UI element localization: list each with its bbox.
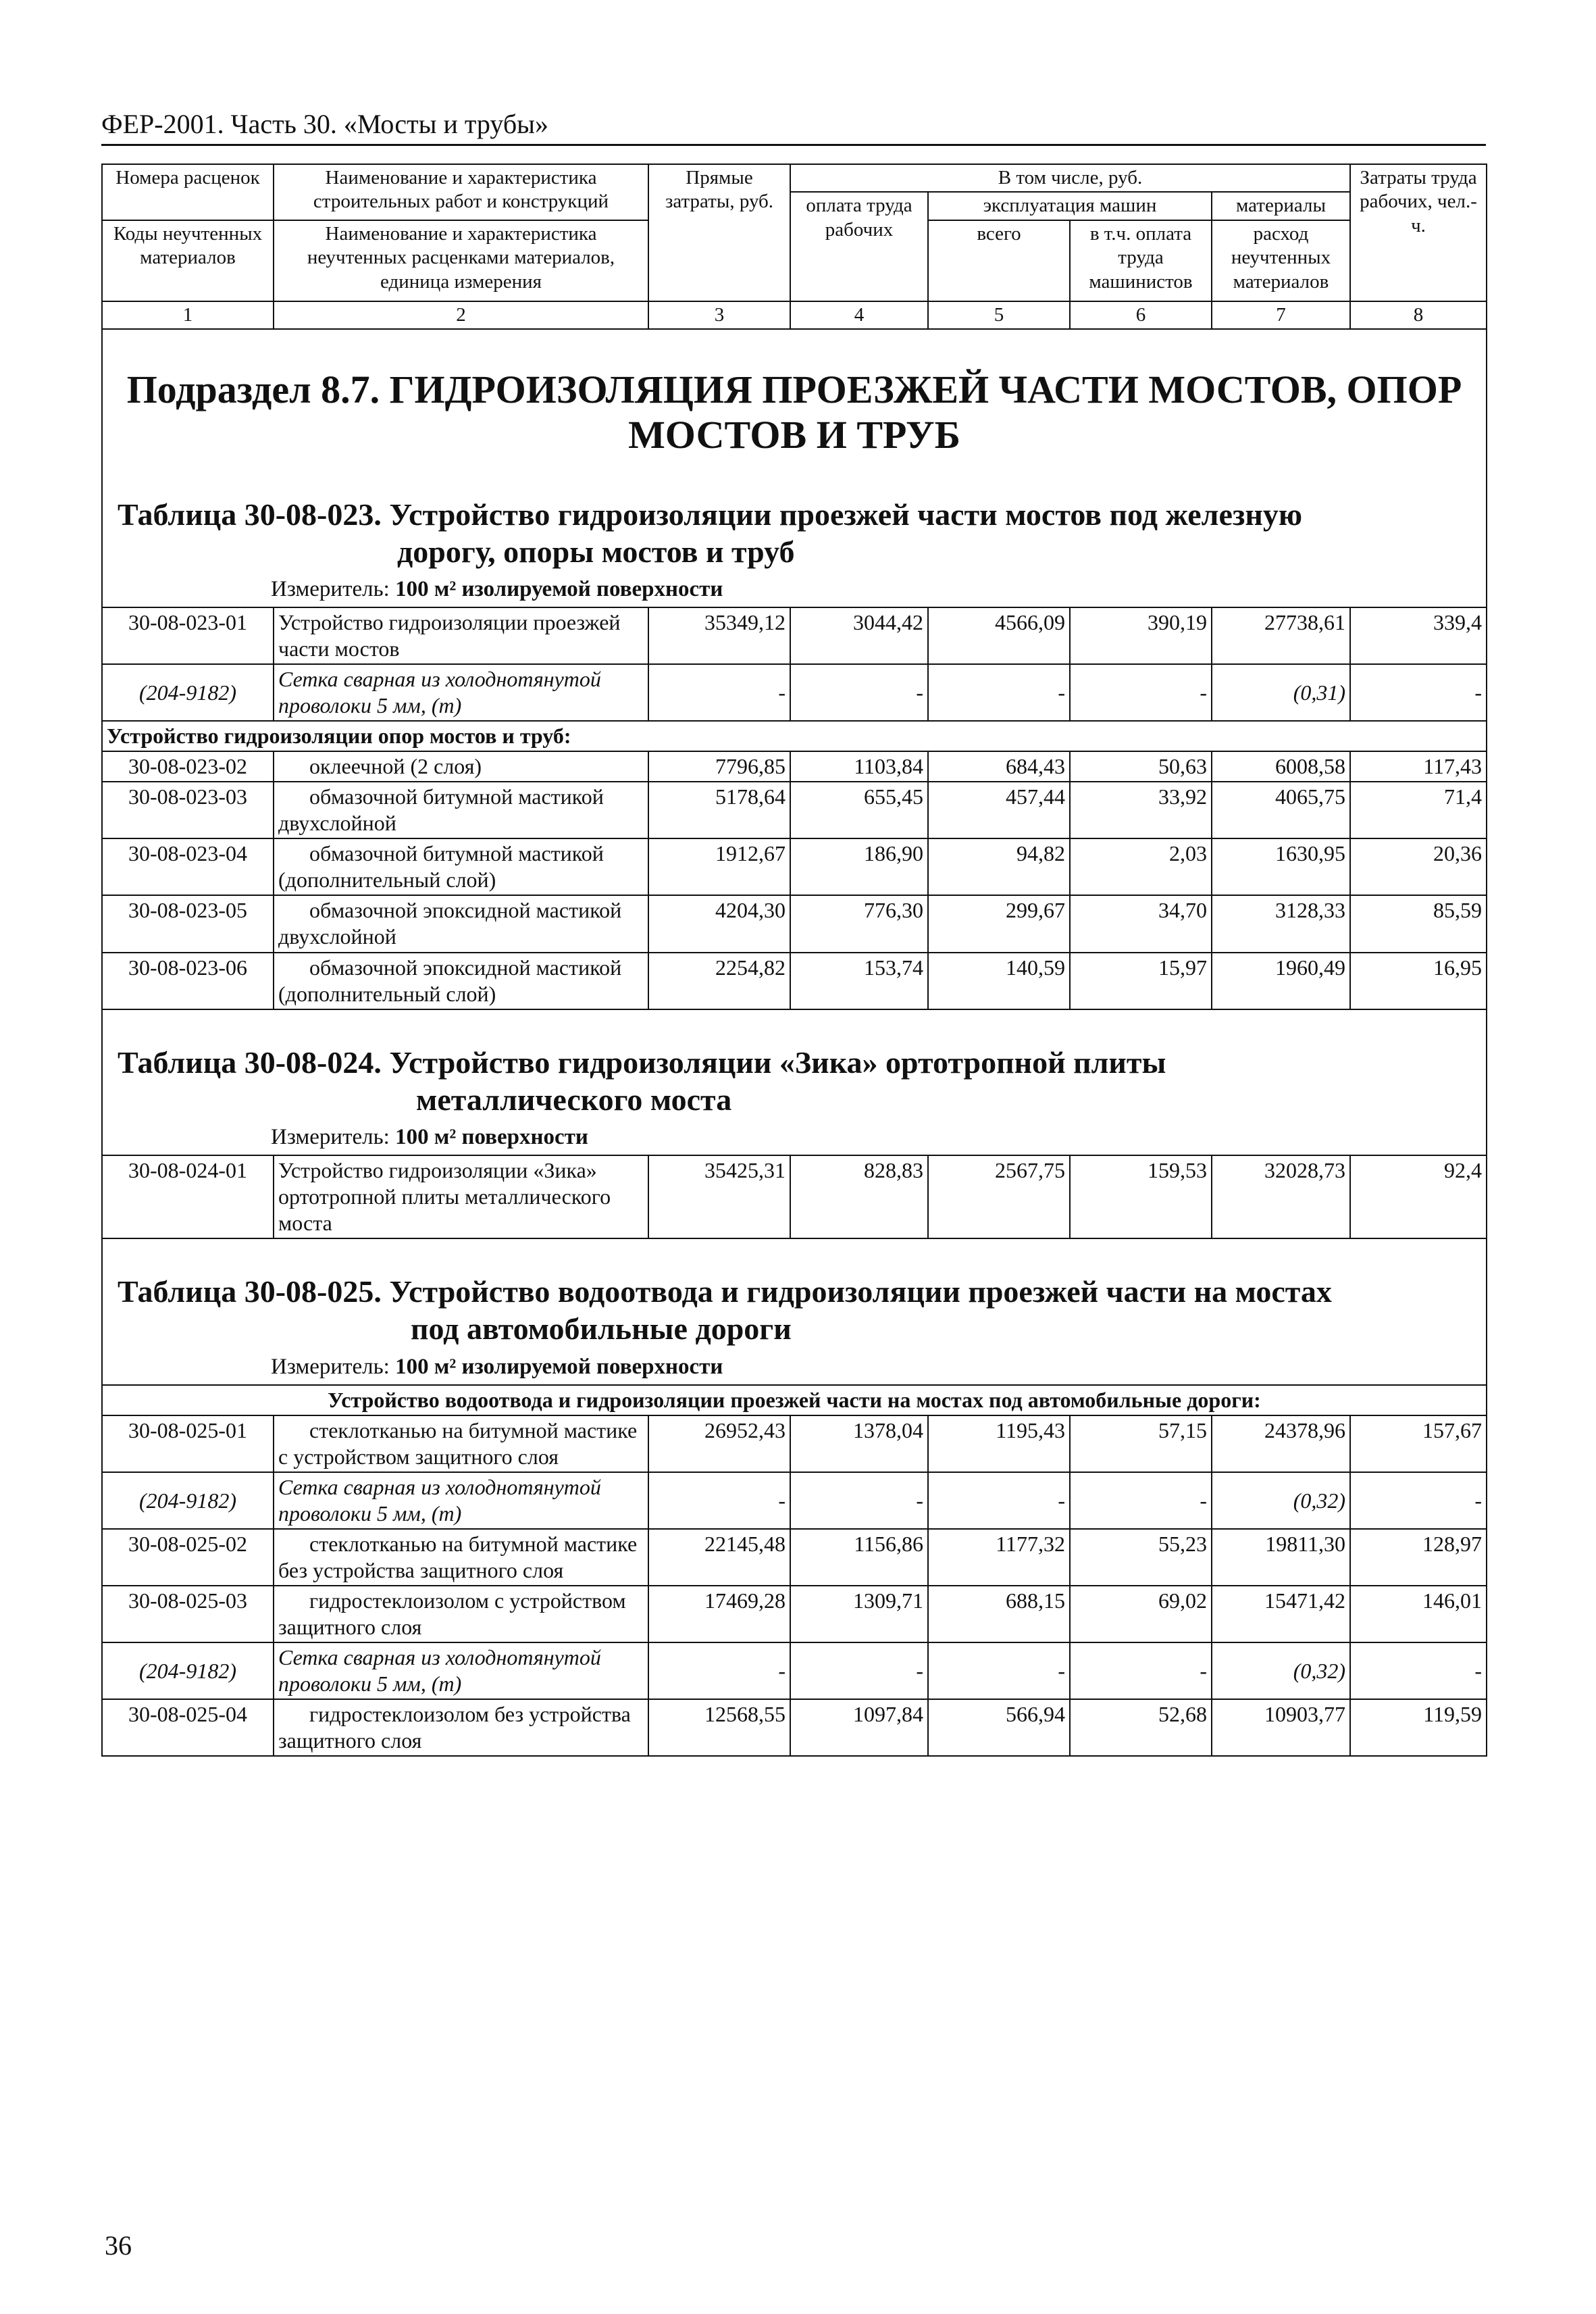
table-23-subheading: Устройство гидроизоляции опор мостов и труб: <box>102 721 1487 751</box>
table-row: 30-08-023-01 Устройство гидроизоляции проезжей части мостов 35349,12 3044,42 4566,09 390,19 27738,61 339,4 <box>102 607 1487 664</box>
header-in-total: В том числе, руб. <box>790 164 1350 192</box>
col-number: 1 <box>102 301 274 329</box>
table-row: 30-08-023-06 обмазочной эпоксидной мастикой (дополнительный слой) 2254,82 153,74 140,59 15,97 1960,49 16,95 <box>102 953 1487 1009</box>
header-machines: эксплуатация машин <box>928 192 1212 220</box>
header-material-codes: Коды неучтенных материалов <box>102 220 274 301</box>
table-row: 30-08-025-02 стеклотканью на битумной мастике без устройства защитного слоя 22145,48 1156,86 1177,32 55,23 19811,30 128,97 <box>102 1529 1487 1586</box>
header-machines-total: всего <box>928 220 1070 301</box>
table-row-material: (204-9182) Сетка сварная из холоднотянутой проволоки 5 мм, (т) - - - - (0,32) - <box>102 1642 1487 1699</box>
header-rate-numbers: Номера расценок <box>102 164 274 220</box>
col-number: 6 <box>1070 301 1212 329</box>
col-number: 3 <box>648 301 790 329</box>
table-row: 30-08-025-01 стеклотканью на битумной мастике с устройством защитного слоя 26952,43 1378,04 1195,43 57,15 24378,96 157,67 <box>102 1415 1487 1472</box>
section-title: Подраздел 8.7. ГИДРОИЗОЛЯЦИЯ ПРОЕЗЖЕЙ ЧАСТИ МОСТОВ, ОПОР МОСТОВ И ТРУБ <box>126 368 1462 457</box>
header-labor-costs: Затраты труда рабочих, чел.-ч. <box>1350 164 1487 301</box>
table-row-material: (204-9182) Сетка сварная из холоднотянутой проволоки 5 мм, (т) - - - - (0,32) - <box>102 1472 1487 1529</box>
table-row: 30-08-023-04 обмазочной битумной мастикой (дополнительный слой) 1912,67 186,90 94,82 2,03 1630,95 20,36 <box>102 838 1487 895</box>
header-material-name: Наименование и характеристика неучтенных расценками материалов, единица измерения <box>274 220 648 301</box>
document-page <box>101 108 1486 1757</box>
table-24-measure: Измеритель: 100 м² поверхности <box>271 1124 588 1149</box>
table-25-measure: Измеритель: 100 м² изолируемой поверхности <box>271 1354 723 1379</box>
table-row: 30-08-025-03 гидростеклоизолом с устройством защитного слоя 17469,28 1309,71 688,15 69,02 15471,42 146,01 <box>102 1586 1487 1642</box>
col-number: 4 <box>790 301 928 329</box>
header-direct-costs: Прямые затраты, руб. <box>648 164 790 301</box>
table-row: 30-08-023-05 обмазочной эпоксидной мастикой двухслойной 4204,30 776,30 299,67 34,70 3128,33 85,59 <box>102 895 1487 952</box>
col-number: 7 <box>1212 301 1350 329</box>
table-25-subheading: Устройство водоотвода и гидроизоляции проезжей части на мостах под автомобильные дороги: <box>102 1385 1487 1415</box>
header-operator-pay: в т.ч. оплата труда машинистов <box>1070 220 1212 301</box>
table-row: 30-08-023-03 обмазочной битумной мастикой двухслойной 5178,64 655,45 457,44 33,92 4065,75 71,4 <box>102 782 1487 838</box>
col-number: 5 <box>928 301 1070 329</box>
header-worker-pay: оплата труда рабочих <box>790 192 928 301</box>
header-material-consumption: расход неучтенных материалов <box>1212 220 1350 301</box>
table-23-measure: Измеритель: 100 м² изолируемой поверхности <box>271 576 723 601</box>
table-23-title: Таблица 30-08-023. Устройство гидроизоляции проезжей части мостов под железную дорогу, опоры мостов и труб <box>118 497 1302 569</box>
page-number: 36 <box>105 2230 132 2261</box>
header-materials: материалы <box>1212 192 1350 220</box>
col-number: 2 <box>274 301 648 329</box>
table-25-title: Таблица 30-08-025. Устройство водоотвода и гидроизоляции проезжей части на мостах под автомобильные дороги <box>118 1274 1332 1347</box>
table-row-material: (204-9182) Сетка сварная из холоднотянутой проволоки 5 мм, (т) - - - - (0,31) - <box>102 664 1487 721</box>
rates-table <box>101 164 1487 1757</box>
col-number: 8 <box>1350 301 1487 329</box>
table-24-title: Таблица 30-08-024. Устройство гидроизоляции «Зика» ортотропной плиты металлического моста <box>118 1045 1166 1117</box>
running-head: ФЕР-2001. Часть 30. «Мосты и трубы» <box>101 108 1486 146</box>
header-work-name: Наименование и характеристика строительных работ и конструкций <box>274 164 648 220</box>
table-row: 30-08-025-04 гидростеклоизолом без устройства защитного слоя 12568,55 1097,84 566,94 52,68 10903,77 119,59 <box>102 1699 1487 1756</box>
table-row: 30-08-024-01 Устройство гидроизоляции «Зика» ортотропной плиты металлического моста 35425,31 828,83 2567,75 159,53 32028,73 92,4 <box>102 1155 1487 1238</box>
table-row: 30-08-023-02 оклеечной (2 слоя) 7796,85 1103,84 684,43 50,63 6008,58 117,43 <box>102 751 1487 782</box>
